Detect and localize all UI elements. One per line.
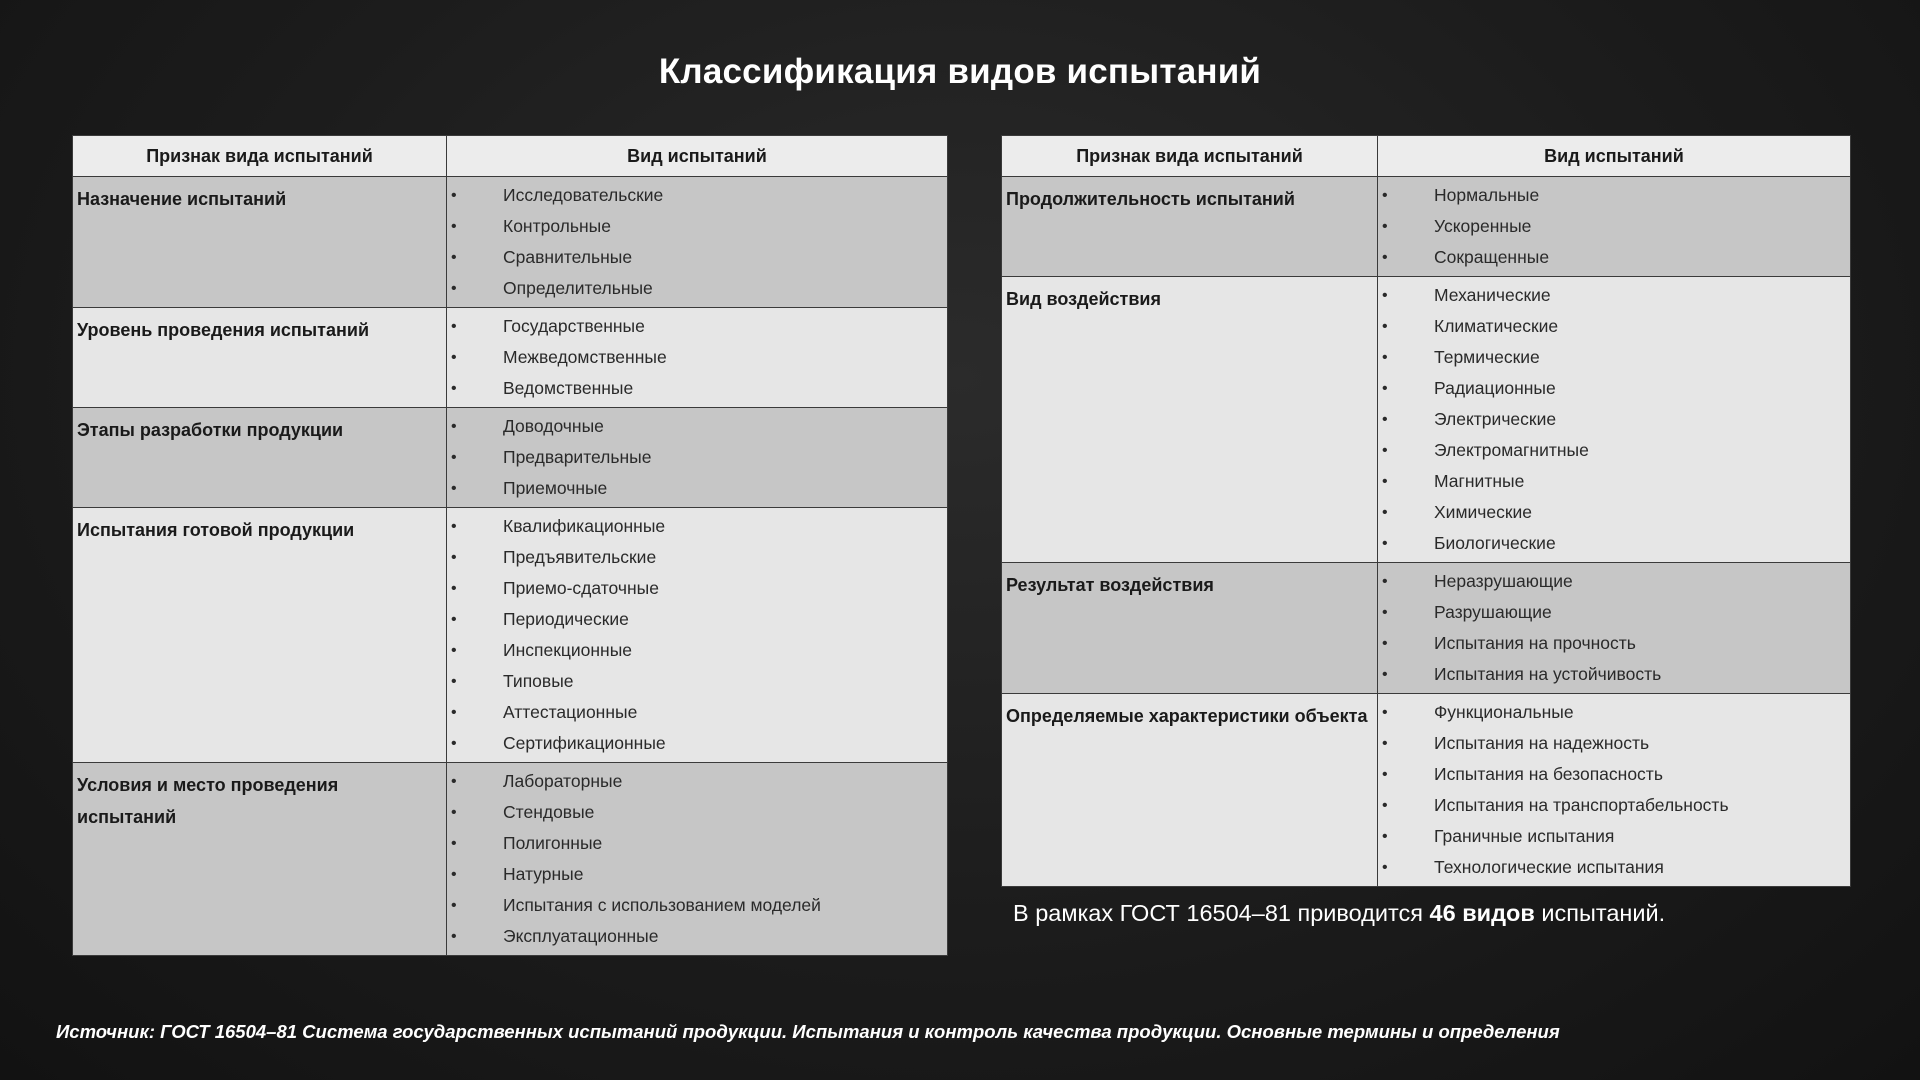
list-item: • Радиационные bbox=[1378, 373, 1850, 404]
types-cell bbox=[447, 763, 948, 956]
table-row bbox=[73, 408, 948, 508]
table-row bbox=[1002, 563, 1851, 694]
list-item: • Типовые bbox=[447, 666, 947, 697]
header-type: Вид испытаний bbox=[1378, 136, 1851, 177]
types-cell bbox=[447, 177, 948, 308]
classification-table-left bbox=[72, 135, 948, 956]
list-item: • Испытания на транспортабельность bbox=[1378, 790, 1850, 821]
list-item: • Межведомственные bbox=[447, 342, 947, 373]
list-item: • Сравнительные bbox=[447, 242, 947, 273]
types-cell bbox=[447, 508, 948, 763]
summary-note bbox=[1013, 900, 1665, 927]
header-type: Вид испытаний bbox=[447, 136, 948, 177]
list-item: • Эксплуатационные bbox=[447, 921, 947, 952]
list-item: • Биологические bbox=[1378, 528, 1850, 559]
note-text-after: испытаний. bbox=[1534, 900, 1666, 926]
list-item: • Граничные испытания bbox=[1378, 821, 1850, 852]
page-title: Классификация видов испытаний bbox=[658, 52, 1262, 91]
table-row bbox=[73, 308, 948, 408]
types-list bbox=[447, 511, 947, 759]
table-row bbox=[1002, 177, 1851, 277]
criterion-cell: Испытания готовой продукции bbox=[73, 508, 447, 763]
list-item: • Испытания на надежность bbox=[1378, 728, 1850, 759]
list-item: • Приемочные bbox=[447, 473, 947, 504]
criterion-cell: Этапы разработки продукции bbox=[73, 408, 447, 508]
list-item: • Контрольные bbox=[447, 211, 947, 242]
list-item: • Технологические испытания bbox=[1378, 852, 1850, 883]
list-item: • Доводочные bbox=[447, 411, 947, 442]
table-row bbox=[73, 508, 948, 763]
list-item: • Сертификационные bbox=[447, 728, 947, 759]
list-item: • Натурные bbox=[447, 859, 947, 890]
list-item: • Функциональные bbox=[1378, 697, 1850, 728]
table-row bbox=[1002, 694, 1851, 887]
list-item: • Инспекционные bbox=[447, 635, 947, 666]
list-item: • Разрушающие bbox=[1378, 597, 1850, 628]
list-item: • Государственные bbox=[447, 311, 947, 342]
types-list bbox=[447, 766, 947, 952]
list-item: • Ускоренные bbox=[1378, 211, 1850, 242]
list-item: • Испытания с использованием моделей bbox=[447, 890, 947, 921]
types-list bbox=[1378, 280, 1850, 559]
list-item: • Электрические bbox=[1378, 404, 1850, 435]
list-item: • Сокращенные bbox=[1378, 242, 1850, 273]
list-item: • Предварительные bbox=[447, 442, 947, 473]
list-item: • Стендовые bbox=[447, 797, 947, 828]
types-list bbox=[447, 311, 947, 404]
source-citation: Источник: ГОСТ 16504–81 Система государственных испытаний продукции. Испытания и контроль качества продукции. Основные термины и определения bbox=[56, 1021, 1560, 1042]
types-list bbox=[1378, 180, 1850, 273]
list-item: • Нормальные bbox=[1378, 180, 1850, 211]
list-item: • Полигонные bbox=[447, 828, 947, 859]
list-item: • Термические bbox=[1378, 342, 1850, 373]
criterion-cell: Определяемые характеристики объекта bbox=[1002, 694, 1378, 887]
list-item: • Ведомственные bbox=[447, 373, 947, 404]
note-count: 46 видов bbox=[1429, 900, 1535, 926]
list-item: • Исследовательские bbox=[447, 180, 947, 211]
types-cell bbox=[1378, 694, 1851, 887]
types-cell bbox=[1378, 177, 1851, 277]
list-item: • Приемо-сдаточные bbox=[447, 573, 947, 604]
types-list bbox=[447, 411, 947, 504]
list-item: • Климатические bbox=[1378, 311, 1850, 342]
table-row bbox=[73, 763, 948, 956]
criterion-cell: Уровень проведения испытаний bbox=[73, 308, 447, 408]
list-item: • Механические bbox=[1378, 280, 1850, 311]
types-cell bbox=[447, 308, 948, 408]
criterion-cell: Назначение испытаний bbox=[73, 177, 447, 308]
types-list bbox=[447, 180, 947, 304]
criterion-cell: Условия и место проведения испытаний bbox=[73, 763, 447, 956]
list-item: • Предъявительские bbox=[447, 542, 947, 573]
criterion-cell: Результат воздействия bbox=[1002, 563, 1378, 694]
note-text-before: В рамках ГОСТ 16504–81 приводится bbox=[1013, 900, 1430, 926]
list-item: • Неразрушающие bbox=[1378, 566, 1850, 597]
types-cell bbox=[1378, 563, 1851, 694]
table-header-row bbox=[1002, 136, 1851, 177]
header-criterion: Признак вида испытаний bbox=[1002, 136, 1378, 177]
table-header-row bbox=[73, 136, 948, 177]
list-item: • Испытания на прочность bbox=[1378, 628, 1850, 659]
list-item: • Испытания на безопасность bbox=[1378, 759, 1850, 790]
table-row bbox=[1002, 277, 1851, 563]
list-item: • Испытания на устойчивость bbox=[1378, 659, 1850, 690]
types-cell bbox=[447, 408, 948, 508]
table-row bbox=[73, 177, 948, 308]
criterion-cell: Продолжительность испытаний bbox=[1002, 177, 1378, 277]
header-criterion: Признак вида испытаний bbox=[73, 136, 447, 177]
types-list bbox=[1378, 697, 1850, 883]
list-item: • Лабораторные bbox=[447, 766, 947, 797]
types-cell bbox=[1378, 277, 1851, 563]
list-item: • Аттестационные bbox=[447, 697, 947, 728]
list-item: • Квалификационные bbox=[447, 511, 947, 542]
criterion-cell: Вид воздействия bbox=[1002, 277, 1378, 563]
types-list bbox=[1378, 566, 1850, 690]
list-item: • Определительные bbox=[447, 273, 947, 304]
list-item: • Химические bbox=[1378, 497, 1850, 528]
list-item: • Магнитные bbox=[1378, 466, 1850, 497]
classification-table-right bbox=[1001, 135, 1851, 887]
list-item: • Электромагнитные bbox=[1378, 435, 1850, 466]
list-item: • Периодические bbox=[447, 604, 947, 635]
